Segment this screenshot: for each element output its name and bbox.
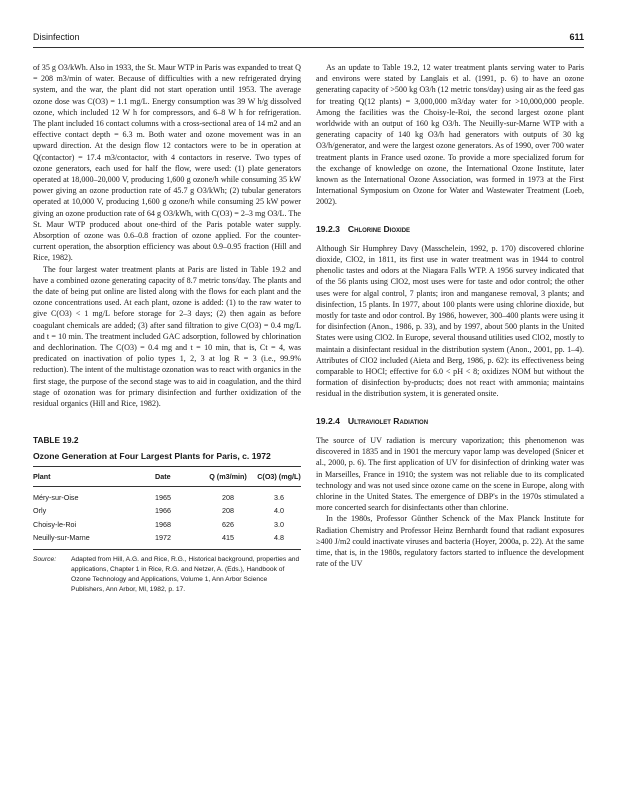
right-paragraph-1: As an update to Table 19.2, 12 water treatment plants serving water to Paris and environs were stated by Langlais et al. (1991, p. 6) to have an ozone generating capacity of >500 kg O3/h (12 metric tons/day) using air as the feed gas for treating Q(12 plants) = 3,000,000 m3/day water for >10,000,000 people. Among the facilities was the Choisy-le-Roi, the second largest ozone plant worldwide with an output of 160 kg O3/h. The Neuilly-sur-Marne WTP with a generating capacity of 140 kg O3/h had generators with outputs of 30 kg O3/h/generator, and were the largest ozone generators. As of 1990, over 700 water treatment plants in France used ozone. To provide a more specialized forum for the exchange of knowledge on ozone, the International Ozone Institute, later known as the International Ozone Association, was formed in 1973 at the First International Symposium on Ozone for Water and Wastewater Treatment (Loeb, 2002).	[316, 63, 584, 207]
header-rule	[33, 47, 584, 48]
table-cell: 4.0	[274, 506, 284, 516]
table-source-note	[33, 555, 301, 595]
table-row	[33, 518, 301, 532]
table-cell: Choisy-le-Roi	[33, 519, 77, 529]
right-paragraph-4: In the 1980s, Professor Günther Schenck of the Max Planck Institute for Radiation Chemistry and Professor Heinz Bernhardt found that radiant exposures ≥400 J/m2 could inactivate viruses and bacteria (Hoyer, 2000a, p. 22). At the same time, that is, in the 1980s, regulatory factors started to influence the development rate of the UV	[316, 514, 584, 569]
table-row	[33, 486, 301, 504]
section-title: Chlorine Dioxide	[347, 223, 411, 234]
table-cell: 415	[199, 531, 257, 549]
header-section-title: Disinfection	[33, 32, 80, 42]
section-heading-ultraviolet-radiation	[316, 416, 584, 427]
header-page-number: 611	[569, 32, 584, 42]
left-paragraph-1: of 35 g O3/kWh. Also in 1933, the St. Maur WTP in Paris was expanded to treat Q = 208 m3/min of water. Because of difficulties with a new refrigerated drying system, and the war, the plant did not start operation until 1953. The average ozone dose was C(O3) = 1.1 mg/L. Energy consumption was 39 W h/g dissolved ozone, which included 12 W h for compressors, and 6–8 W h for refrigeration. The plant included 16 contact columns with a cross-sectional area of 14 m2 and an effective contact depth = 6.3 m. Both water and ozone movement was in an upward direction. At the design flow 12 contactors were to be in operation at Q(contactor) = 17.4 m3/contactor, with 4 contactors in reserve. Two types of ozone generators, each used for half the flow, were used: (1) plate generators operated at 18,000–20,000 V, producing 1,600 g ozone/h while consuming 35 kW power giving an ozone production rate of 45.7 g O3/kWh; (2) tubular generators operated at 10,000 V, producing 1,600 g ozone/h while consuming 25 kW power giving an ozone production rate of 64 g O3/kWh, with C(O3) = 2–3 mg O3/L. The St. Maur WTP produced about one-third of the Paris potable water supply. Absorption of ozone was 0.6–0.8 fraction of ozone applied. For the counter-current operation, the absorption efficiency was about 0.9–0.95 fraction (Hill and Rice, 1982).	[33, 63, 301, 263]
section-number: 19.2.4	[316, 415, 340, 426]
table-cell: Neuilly-sur-Marne	[33, 531, 155, 549]
right-column	[316, 62, 584, 569]
table-cell: 1968	[155, 519, 171, 529]
table-label: TABLE 19.2	[33, 435, 79, 446]
right-paragraph-2: Although Sir Humphrey Davy (Masschelein, 1992, p. 170) discovered chlorine dioxide, ClO2, in 1811, its first use in water treatment was in 1944 to control phenolic tastes and odors at the Niagara Falls WTP. A 1956 survey indicated that of the 56 plants using ClO2, most uses were for taste and odor control; the other uses were for algal control, 7 plants; iron and manganese removal, 3 plants; and disinfection, 15 plants. In 1977, about 100 plants were using chlorine dioxide, but mostly for taste and odor control. By 1986, however, 300–400 plants were using it for disinfection (Anon., 1986, p. 33), and by 1997, about 500 plants in the United States were using ClO2. In Europe, several thousand utilities used ClO2, mostly to maintain a disinfectant residual in the distribution system (Anon., 2001, pp. 1–4). Attributes of ClO2 included (Aieta and Berg, 1986, p. 62): its effectiveness being comparable to HOCl; effective for 6.0 < pH < 8; oxidizes NOM but without the formation of disinfection by-products; does not react with ammonia; maintains residual in the distribution system, it is generated onsite.	[316, 243, 584, 399]
table-header-date: Date	[155, 466, 199, 486]
section-title: Ultraviolet Radiation	[347, 415, 429, 426]
table-cell: Méry-sur-Oise	[33, 492, 79, 502]
table-header-plant: Plant	[33, 466, 155, 486]
table-cell: 1966	[155, 506, 171, 516]
left-column	[33, 62, 301, 595]
table-cell: 208	[222, 492, 234, 502]
table-cell: 3.0	[274, 519, 284, 529]
table-header-row	[33, 466, 301, 486]
ozone-table	[33, 466, 301, 550]
table-header-concentration: C(O3) (mg/L)	[257, 466, 301, 486]
left-paragraph-2: The four largest water treatment plants at Paris are listed in Table 19.2 and have a combined ozone generating capacity of 8.7 metric tons/day. The plants and the date of being put online are listed along with the flows for each plant and the ozone concentrations used. At each plant, ozone is added: (1) to the raw water to give C(O3) < 1 mg/L before storage for 2–3 days; (2) then again as before coagulant chemicals are added; (3) after sand filtration to give C(O3) = 0.4 mg/L and t = 10 min. The treatment included GAC adsorption, followed by chlorination and dechlorination. The C(O3) = 0.4 mg and t = 10 min, that is, Ct = 4, was predicated on inactivation of polio types 1, 2, 3 at log R = 3 (i.e., 99.9% reduction). The intent of the multistage ozonation was to react with organics in the first stage, the purpose of the second stage was to aid in coagulation, and the third stage of ozonation was for primary disinfection and further oxidization of the residual organics (Hill and Rice, 1982).	[33, 264, 301, 409]
table-cell: Orly	[33, 506, 47, 516]
source-text: Adapted from Hill, A.G. and Rice, R.G., Historical background, properties and applications, Chapter 1 in Rice, R.G. and Netzer, A. (Eds.), Handbook of Ozone Technology and Applications, Volume 1, Ann Arbor Science Publishers, Ann Arbor, MI, 1982, p. 17.	[71, 555, 300, 593]
table-cell: 1965	[155, 492, 171, 502]
table-cell: 3.6	[274, 492, 284, 502]
running-header	[33, 32, 584, 46]
table-row	[33, 504, 301, 518]
table-cell: 4.8	[257, 531, 301, 549]
table-header-flow: Q (m3/min)	[199, 466, 257, 486]
table-cell: 208	[222, 506, 234, 516]
table-cell: 1972	[155, 531, 199, 549]
table-caption: Ozone Generation at Four Largest Plants for Paris, c. 1972	[33, 450, 271, 461]
right-paragraph-3: The source of UV radiation is mercury vaporization; this phenomenon was discovered in 1835 and in 1901 the mercury vapor lamp was developed (Snicer et al., 2000, p. 6). The first application of UV for disinfection of drinking water was in Marseilles, France in 1910; the system was not reliable due to its complicated technology and was not used since ozone came on the scene in Europe, along with chlorine in the United States. The emergence of DBP's in the 1970s stimulated a more concerted search for disinfectants other than chlorine.	[316, 435, 584, 513]
table-row	[33, 531, 301, 549]
source-label: Source:	[33, 555, 57, 563]
section-number: 19.2.3	[316, 223, 340, 234]
table-cell: 626	[222, 519, 234, 529]
section-heading-chlorine-dioxide	[316, 224, 584, 235]
